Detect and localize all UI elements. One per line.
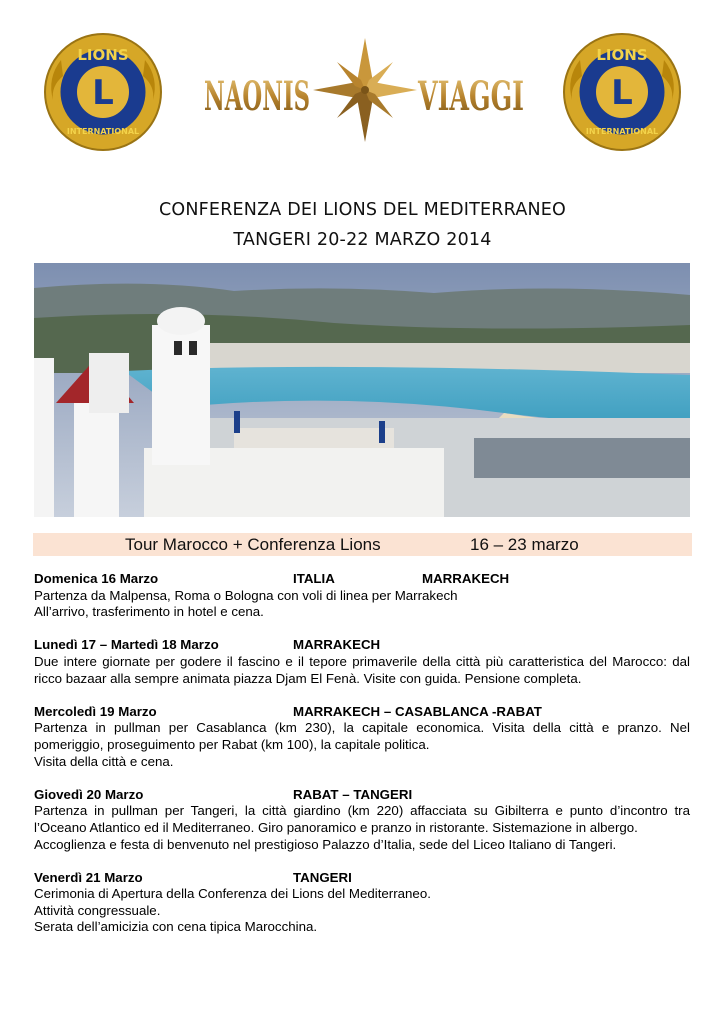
lions-logo-right	[560, 30, 684, 154]
day-description: Accoglienza e festa di benvenuto nel prestigioso Palazzo d’Italia, sede del Liceo Italiano di Tangeri.	[34, 836, 617, 852]
day-heading	[34, 704, 690, 721]
logo-top-text: LIONS	[596, 46, 648, 64]
day-heading	[34, 571, 690, 588]
day-date: Mercoledì 19 Marzo	[34, 703, 157, 719]
day-place: MARRAKECH – CASABLANCA -RABAT	[293, 703, 542, 719]
day-place: RABAT – TANGERI	[293, 786, 413, 802]
logo-letter: L	[92, 73, 114, 113]
tangier-bay-photo	[34, 263, 690, 517]
itinerary-day	[34, 571, 690, 621]
logo-letter: L	[611, 73, 633, 113]
tour-dates: 16 – 23 marzo	[470, 535, 579, 554]
tour-label: Tour Marocco + Conferenza Lions	[125, 535, 381, 554]
logo-top-text: LIONS	[77, 46, 129, 64]
naonis-viaggi-logo	[200, 38, 530, 138]
day-heading	[34, 787, 690, 804]
day-date: Giovedì 20 Marzo	[34, 786, 144, 802]
day-description: Cerimonia di Apertura della Conferenza dei Lions del Mediterraneo.	[34, 886, 431, 902]
lions-logo-left	[41, 30, 165, 154]
day-heading	[34, 870, 690, 887]
tour-banner	[33, 533, 692, 556]
itinerary-day	[34, 870, 690, 936]
day-date: Venerdì 21 Marzo	[34, 869, 143, 885]
day-place: TANGERI	[293, 869, 352, 885]
itinerary-day	[34, 704, 690, 770]
day-description: Serata dell’amicizia con cena tipica Marocchina.	[34, 919, 318, 935]
conference-date-title: TANGERI 20-22 MARZO 2014	[233, 230, 492, 250]
brand-name-left: NAONIS	[204, 73, 310, 120]
day-description: Due intere giornate per godere il fascino e il tepore primaverile della città più caratteristica del Marocco: dal ricco bazaar alla sempre animata piazza Djam El Fenà. Visite con guida. Pensione completa.	[34, 653, 690, 686]
itinerary	[34, 571, 690, 953]
brand-name-right: VIAGGI	[417, 73, 524, 120]
itinerary-day	[34, 637, 690, 687]
day-heading	[34, 637, 690, 654]
day-description: Attività congressuale.	[34, 902, 161, 918]
day-place-secondary: MARRAKECH	[422, 571, 510, 586]
logo-bottom-text: INTERNATIONAL	[66, 127, 140, 136]
day-description: Partenza in pullman per Casablanca (km 230), la capitale economica. Visita della città e pranzo. Nel pomeriggio, proseguimento per Rabat (km 100), la capitale politica.	[34, 720, 690, 752]
day-place: MARRAKECH	[293, 637, 381, 653]
day-description: All’arrivo, trasferimento in hotel e cena.	[34, 604, 264, 620]
logo-bottom-text: INTERNATIONAL	[585, 127, 659, 136]
day-description: Partenza in pullman per Tangeri, la città giardino (km 220) affacciata su Gibilterra e punto d’incontro tra l’Oceano Atlantico ed il Mediterraneo. Giro panoramico e pranzo in ristorante. Sistemazione in albergo.	[34, 803, 690, 835]
day-date: Lunedì 17 – Martedì 18 Marzo	[34, 637, 219, 653]
day-place: ITALIA	[293, 571, 335, 586]
day-description: Visita della città e cena.	[34, 753, 174, 769]
conference-title: CONFERENZA DEI LIONS DEL MEDITERRANEO	[158, 200, 567, 220]
compass-star-icon	[313, 38, 417, 142]
itinerary-day	[34, 787, 690, 853]
day-date: Domenica 16 Marzo	[34, 571, 159, 586]
day-description: Partenza da Malpensa, Roma o Bologna con voli di linea per Marrakech	[34, 587, 458, 603]
